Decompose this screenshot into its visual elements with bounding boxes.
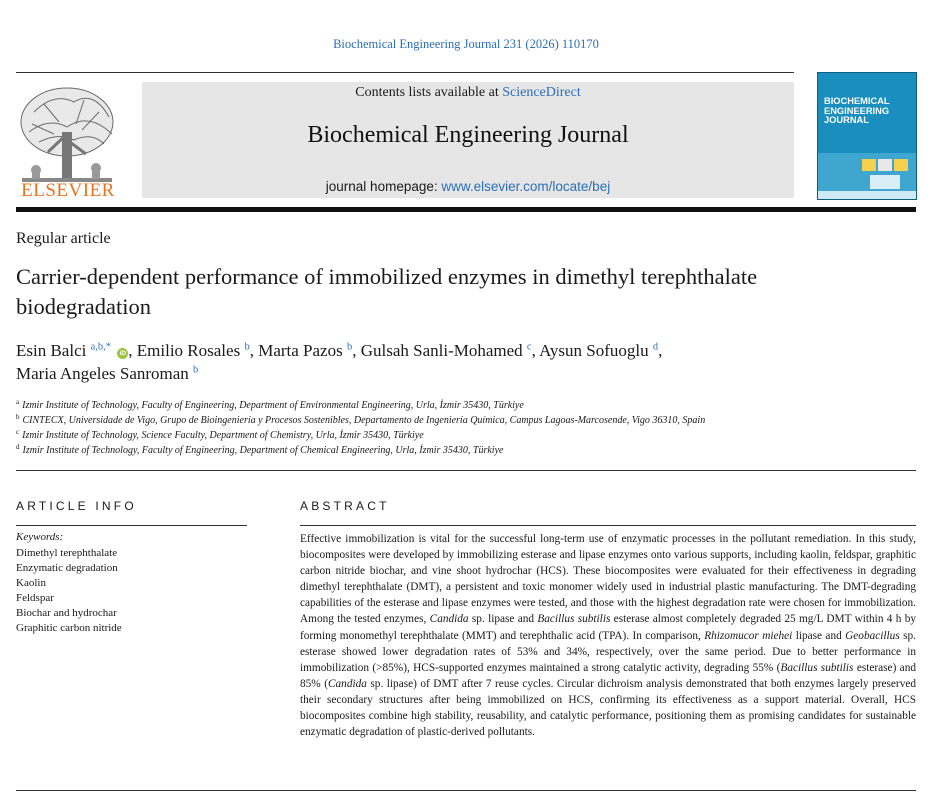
abstract-segment: Bacillus subtilis <box>780 661 854 674</box>
cover-title-line: JOURNAL <box>824 115 869 125</box>
abstract-segment: esterase) and 85% ( <box>300 661 916 690</box>
keywords-list <box>16 546 122 636</box>
article-type: Regular article <box>16 230 111 247</box>
article-title: Carrier-dependent performance of immobilized enzymes in dimethyl terephthalate biodegradation <box>16 264 758 319</box>
author-list: Esin Balci $^{a,b,*}$ iD , Emilio Rosales $^b$, Marta Pazos $^b$, Gulsah Sanli-Mohamed $^c$, Aysun Sofuoglu $^d$, Maria Angeles Sanroman $^b$ <box>16 341 663 383</box>
abstract-segment: Candida <box>429 613 469 626</box>
keyword-item: Kaolin <box>16 577 46 589</box>
citation-link[interactable]: Biochemical Engineering Journal 231 (2026) 110170 <box>333 37 599 51</box>
abstract-segment: esterase almost completely degraded 25 mg/L DMT within 4 h by forming monomethyl terephthalate (MMT) and terephthalic acid (TPA). In comparison, <box>300 613 917 642</box>
section-rule <box>16 470 916 471</box>
sciencedirect-link[interactable]: ScienceDirect <box>502 85 581 100</box>
affiliation-text: Izmir Institute of Technology, Faculty of Engineering, Department of Environmental Engineering, Urla, İzmir 35430, Türkiye <box>22 400 524 411</box>
author-name[interactable]: Maria Angeles Sanroman <box>16 364 189 383</box>
abstract-segment: Bacillus subtilis <box>537 613 611 626</box>
author-affiliation-marker[interactable]: b <box>244 341 250 353</box>
author-name[interactable]: Aysun Sofuoglu <box>539 341 649 360</box>
keyword-item: Feldspar <box>16 592 54 604</box>
keyword-item: Biochar and hydrochar <box>16 607 117 619</box>
abstract-segment: sp. lipase and <box>468 613 538 626</box>
author-name[interactable]: Marta Pazos <box>258 341 343 360</box>
homepage-link[interactable]: www.elsevier.com/locate/bej <box>441 179 611 194</box>
affiliation-text: CINTECX, Universidade de Vigo, Grupo de Bioingeniería y Procesos Sostenibles, Departamento de Ingeniería Química, Campus Lagoas-Marcosende, Vigo 36310, Spain <box>22 415 706 426</box>
header-rule <box>16 72 794 73</box>
article-info-rule <box>16 525 247 526</box>
abstract-segment: Geobacillus <box>845 629 900 642</box>
keywords-label: Keywords: <box>16 531 64 543</box>
author-affiliation-marker[interactable]: b <box>346 341 353 353</box>
affiliation-letter: c <box>16 427 20 436</box>
abstract-segment: Rhizomucor miehei <box>704 629 793 642</box>
cover-title <box>824 97 914 126</box>
affiliation-item <box>16 428 916 443</box>
abstract-segment: sp. esterase showed lower degradation rates of 53% and 34%, respectively, over the same period. Due to better performance in immobilization (>85%), HCS-supported enzymes maintained a strong catalytic activity, degrading 55% ( <box>300 629 916 674</box>
cover-title-line: ENGINEERING <box>824 105 890 116</box>
keyword-item: Graphitic carbon nitride <box>16 622 122 634</box>
homepage-prefix: journal homepage: <box>325 179 442 194</box>
orcid-icon[interactable]: iD <box>117 348 128 359</box>
affiliation-letter: a <box>16 397 20 406</box>
abstract-text <box>300 531 916 740</box>
affiliation-item <box>16 413 916 428</box>
affiliation-text: Izmir Institute of Technology, Faculty of Engineering, Department of Chemical Engineering, Urla, İzmir 35430, Türkiye <box>22 445 504 456</box>
footer-rule <box>16 790 916 791</box>
keyword-item: Enzymatic degradation <box>16 562 118 574</box>
affiliation-list <box>16 398 916 458</box>
abstract-segment: Candida <box>327 677 367 690</box>
elsevier-wordmark: ELSEVIER <box>21 180 115 201</box>
abstract-segment: sp. lipase) of DMT after 7 reuse cycles. Circular dichroism analysis demonstrated that both enzymes largely preserved their secondary structures after being immobilized on HCS, confirming its effectiveness as a support material. Overall, HCS biocomposites combine high stability, reusability, and catalytic performance, positioning them as promising candidates for sustainable enzymatic degradation of plastic-derived pollutants. <box>300 677 917 739</box>
abstract-rule <box>300 525 916 526</box>
author-affiliation-marker[interactable]: a,b,* <box>90 341 112 353</box>
abstract-heading: ABSTRACT <box>300 499 390 513</box>
abstract-segment: lipase and <box>792 629 846 642</box>
article-info-heading: ARTICLE INFO <box>16 499 137 513</box>
contents-prefix: Contents lists available at <box>355 85 503 100</box>
author-affiliation-marker[interactable]: c <box>526 341 532 353</box>
header-thick-rule <box>16 207 916 212</box>
affiliation-item <box>16 443 916 458</box>
affiliation-text: Izmir Institute of Technology, Science Faculty, Department of Chemistry, Urla, İzmir 35430, Türkiye <box>22 430 424 441</box>
author-name[interactable]: Emilio Rosales <box>136 341 241 360</box>
contents-line <box>142 85 794 101</box>
abstract-segment: Effective immobilization is vital for the successful long-term use of enzymatic processes in the pollutant remediation. In this study, biocomposites were developed by immobilizing esterase and lipase enzymes onto various supports, including kaolin, feldspar, graphitic carbon nitride biochar, and vine shoot hydrochar (HCS). These biocomposites were evaluated for their effectiveness in degrading dimethyl terephthalate (DMT), a persistent and toxic monomer widely used in industrial plastic manufacturing. The DMT-degrading capabilities of the esterase and lipase enzymes were tested, and those with the highest degradation rate were chosen for immobilization. Among the tested enzymes, <box>300 533 916 626</box>
affiliation-letter: b <box>16 412 20 421</box>
cover-artwork-icon <box>818 153 916 199</box>
journal-cover-thumbnail[interactable] <box>817 72 917 200</box>
author-affiliation-marker[interactable]: b <box>193 364 199 376</box>
affiliation-letter: d <box>16 442 20 451</box>
cover-title-line: BIOCHEMICAL <box>824 96 890 106</box>
journal-homepage <box>142 179 794 194</box>
journal-title: Biochemical Engineering Journal <box>307 122 629 148</box>
author-affiliation-marker[interactable]: d <box>652 341 659 353</box>
affiliation-item <box>16 398 916 413</box>
author-name[interactable]: Esin Balci <box>16 341 87 360</box>
journal-banner <box>142 82 794 198</box>
author-name[interactable]: Gulsah Sanli-Mohamed <box>360 341 523 360</box>
journal-citation[interactable] <box>0 37 932 52</box>
keyword-item: Dimethyl terephthalate <box>16 547 118 559</box>
